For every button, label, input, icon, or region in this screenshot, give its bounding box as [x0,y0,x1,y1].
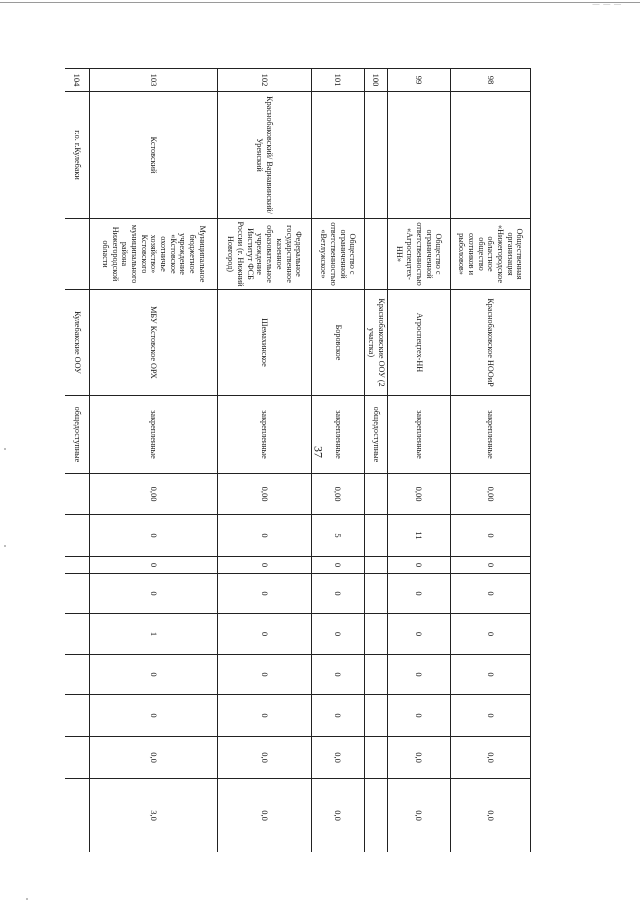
row-number: 99 [388,69,451,92]
user-cell: Муниципальное бюджетное учреждение «Кстовское охотничье хозяйство» Кстовского муниципального района Нижегородской области [90,219,218,290]
category-cell: закрепленные [388,396,451,474]
value-cell: 0 [218,574,312,614]
value-cell: 0 [218,695,312,737]
top-mark: — — — [592,0,622,8]
ground-cell: Агроспецтех-НН [388,290,451,396]
value-cell [65,779,90,853]
register-table [65,68,531,852]
value-cell: 0 [312,695,365,737]
value-cell: 0 [312,557,365,574]
value-cell: 0 [451,614,531,655]
ground-cell: Шемахинское [218,290,312,396]
user-cell [65,219,90,290]
value-cell: 0 [90,574,218,614]
top-rule [0,2,640,3]
user-cell: Федеральное государственное казенное образовательное учреждение Институт ФСБ России (г. Нижний Новгород) [218,219,312,290]
row-number: 101 [312,69,365,92]
area-cell: 0,00 [218,474,312,515]
value-cell [365,695,388,737]
area-cell: 0,00 [388,474,451,515]
ground-cell: Кулебакские ООУ [65,290,90,396]
value-cell: 0 [451,515,531,557]
district-cell [312,92,365,219]
district-cell: Краснобаковский/ Варнавинский/ Уренский [218,92,312,219]
row-number: 103 [90,69,218,92]
category-cell: закрепленные [218,396,312,474]
value-cell [65,695,90,737]
value-cell: 0 [388,614,451,655]
scan-speck [4,448,6,450]
value-cell: 0,0 [312,779,365,853]
value-cell: 1 [90,614,218,655]
value-cell [365,655,388,695]
page-number: 37 [311,446,326,458]
district-cell [365,92,388,219]
value-cell: 0 [388,574,451,614]
table-row [365,69,388,853]
value-cell: 0,0 [388,737,451,779]
user-cell: Общество с ограниченной ответственностью «Агроспецтех-НН» [388,219,451,290]
value-cell: 0 [218,655,312,695]
category-cell: общедоступные [365,396,388,474]
scan-speck [4,545,6,547]
value-cell [65,655,90,695]
category-cell: закрепленные [312,396,365,474]
district-cell [388,92,451,219]
value-cell [65,614,90,655]
category-cell: общедоступные [65,396,90,474]
value-cell [365,779,388,853]
value-cell: 0 [451,655,531,695]
table-row [65,69,90,853]
value-cell: 0 [451,574,531,614]
value-cell [365,574,388,614]
district-cell: Кстовский [90,92,218,219]
area-cell: 0,00 [451,474,531,515]
row-number: 104 [65,69,90,92]
row-number: 100 [365,69,388,92]
table-row [90,69,218,853]
value-cell: 0,0 [312,737,365,779]
value-cell: 0 [312,655,365,695]
value-cell: 0 [388,655,451,695]
table-row [451,69,531,853]
value-cell: 0,0 [218,737,312,779]
value-cell [65,515,90,557]
value-cell [65,574,90,614]
value-cell: 0,0 [451,779,531,853]
area-cell: 0,00 [90,474,218,515]
scan-speck [26,898,28,900]
district-cell: г.о. г.Кулебаки [65,92,90,219]
value-cell: 0,0 [388,779,451,853]
user-cell: Общественная организация «Нижегородское областное общество охотников и рыболовов» [451,219,531,290]
value-cell: 0,0 [90,737,218,779]
value-cell: 3,0 [90,779,218,853]
value-cell [65,557,90,574]
value-cell: 0 [451,695,531,737]
value-cell: 0 [218,515,312,557]
value-cell [365,737,388,779]
value-cell: 11 [388,515,451,557]
table-row [312,69,365,853]
value-cell: 0 [312,574,365,614]
value-cell: 0 [90,515,218,557]
value-cell: 0 [90,557,218,574]
register-table-rotated [65,68,531,852]
ground-cell: МБУ Кстовское ОРХ [90,290,218,396]
value-cell: 0 [388,695,451,737]
ground-cell: Боровское [312,290,365,396]
register-table-frame [65,68,531,852]
value-cell: 0,0 [218,779,312,853]
value-cell: 0 [218,614,312,655]
value-cell: 0 [90,695,218,737]
value-cell [365,515,388,557]
user-cell [365,219,388,290]
user-cell: Общество с ограниченной ответственностью «Ветлужское» [312,219,365,290]
area-cell: 0,00 [312,474,365,515]
value-cell: 0 [312,614,365,655]
value-cell [365,614,388,655]
value-cell: 0 [451,557,531,574]
value-cell [365,557,388,574]
value-cell: 0,0 [451,737,531,779]
category-cell: закрепленные [90,396,218,474]
table-row [218,69,312,853]
row-number: 98 [451,69,531,92]
value-cell: 0 [388,557,451,574]
row-number: 102 [218,69,312,92]
ground-cell: Краснобаковские ООУ (2 участка) [365,290,388,396]
value-cell: 0 [90,655,218,695]
category-cell: закрепленные [451,396,531,474]
area-cell [65,474,90,515]
value-cell [65,737,90,779]
value-cell: 0 [218,557,312,574]
value-cell: 5 [312,515,365,557]
area-cell [365,474,388,515]
table-row [388,69,451,853]
ground-cell: Краснобаковское НООиР [451,290,531,396]
district-cell [451,92,531,219]
